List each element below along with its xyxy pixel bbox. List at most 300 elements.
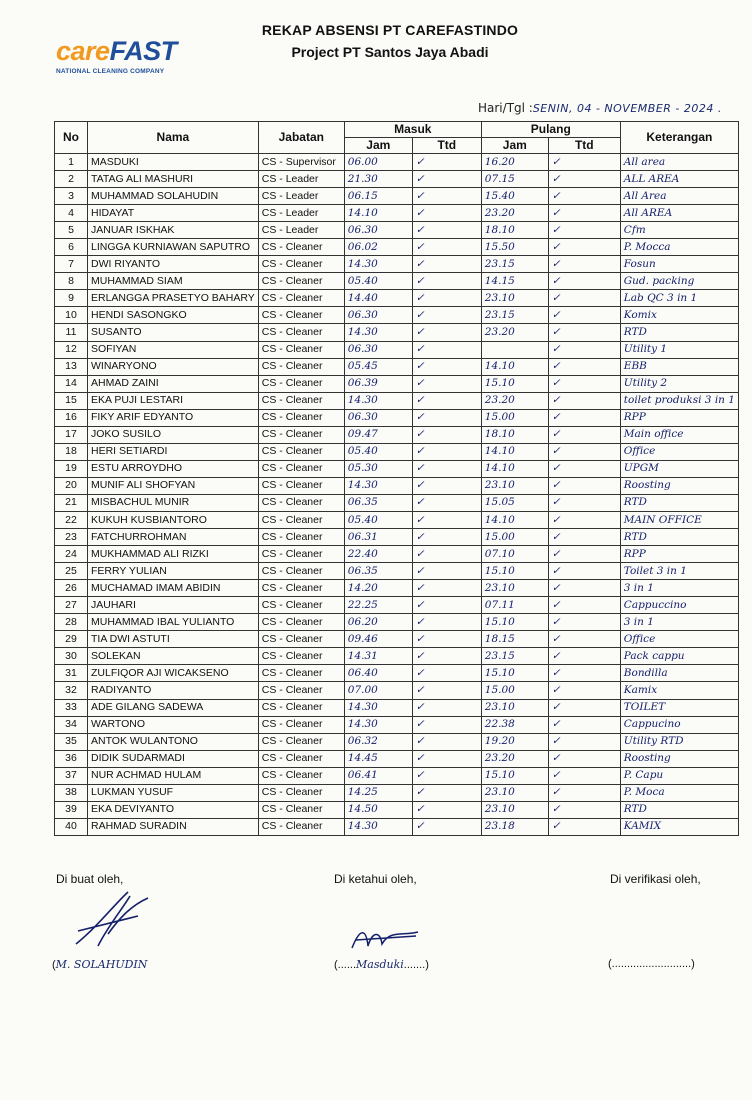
row-remarks: RPP (620, 546, 738, 563)
row-check-in-signature: ✓ (412, 529, 481, 546)
row-remarks: Gud. packing (620, 273, 738, 290)
row-check-in-signature: ✓ (412, 477, 481, 494)
table-row (55, 597, 739, 614)
row-check-in-time: 14.20 (344, 580, 412, 597)
row-no: 37 (55, 767, 88, 784)
row-position: CS - Cleaner (258, 665, 344, 682)
row-remarks: Cappuccino (620, 597, 738, 614)
row-position: CS - Cleaner (258, 750, 344, 767)
row-check-out-time: 23.20 (481, 392, 548, 409)
row-check-in-time: 14.45 (344, 750, 412, 767)
company-logo (56, 38, 196, 75)
row-check-in-signature: ✓ (412, 716, 481, 733)
table-row (55, 631, 739, 648)
row-check-in-signature: ✓ (412, 426, 481, 443)
row-no: 4 (55, 205, 88, 222)
row-check-in-time: 06.39 (344, 375, 412, 392)
row-check-in-signature: ✓ (412, 750, 481, 767)
table-row (55, 222, 739, 239)
col-pulang-jam: Jam (481, 138, 548, 154)
row-name: DWI RIYANTO (88, 256, 259, 273)
col-nama: Nama (88, 122, 259, 154)
row-check-out-time: 15.00 (481, 529, 548, 546)
row-remarks: Pack cappu (620, 648, 738, 665)
row-check-out-time: 23.15 (481, 256, 548, 273)
row-check-out-time: 23.10 (481, 580, 548, 597)
row-name: DIDIK SUDARMADI (88, 750, 259, 767)
row-check-in-signature: ✓ (412, 392, 481, 409)
row-check-in-time: 22.40 (344, 546, 412, 563)
row-no: 10 (55, 307, 88, 324)
row-name: AHMAD ZAINI (88, 375, 259, 392)
row-remarks: RTD (620, 529, 738, 546)
row-check-in-signature: ✓ (412, 358, 481, 375)
table-row (55, 733, 739, 750)
row-check-out-time: 18.15 (481, 631, 548, 648)
row-name: EKA DEVIYANTO (88, 801, 259, 818)
table-row (55, 154, 739, 171)
row-check-out-time: 15.05 (481, 494, 548, 511)
row-check-in-signature: ✓ (412, 443, 481, 460)
row-remarks: P. Mocca (620, 239, 738, 256)
row-check-out-signature: ✓ (548, 682, 620, 699)
logo-care: care (56, 36, 110, 66)
table-row (55, 358, 739, 375)
row-no: 1 (55, 154, 88, 171)
row-name: HERI SETIARDI (88, 443, 259, 460)
col-no: No (55, 122, 88, 154)
row-remarks: Office (620, 631, 738, 648)
row-check-out-time: 15.00 (481, 682, 548, 699)
row-check-out-signature: ✓ (548, 256, 620, 273)
row-check-out-signature: ✓ (548, 460, 620, 477)
row-check-out-signature: ✓ (548, 648, 620, 665)
row-check-in-time: 14.50 (344, 801, 412, 818)
row-no: 28 (55, 614, 88, 631)
row-no: 36 (55, 750, 88, 767)
row-name: MUHAMMAD SOLAHUDIN (88, 188, 259, 205)
row-name: FATCHURROHMAN (88, 529, 259, 546)
row-no: 20 (55, 477, 88, 494)
row-check-out-signature: ✓ (548, 597, 620, 614)
row-no: 34 (55, 716, 88, 733)
row-check-in-time: 09.47 (344, 426, 412, 443)
table-row (55, 188, 739, 205)
col-masuk-jam: Jam (344, 138, 412, 154)
row-remarks: Roosting (620, 477, 738, 494)
row-check-out-time: 23.15 (481, 307, 548, 324)
row-check-in-signature: ✓ (412, 375, 481, 392)
row-check-out-signature: ✓ (548, 409, 620, 426)
row-check-out-signature: ✓ (548, 750, 620, 767)
row-remarks: All AREA (620, 205, 738, 222)
row-check-out-signature: ✓ (548, 205, 620, 222)
table-row (55, 341, 739, 358)
table-row (55, 239, 739, 256)
row-no: 11 (55, 324, 88, 341)
row-check-in-signature: ✓ (412, 801, 481, 818)
table-row (55, 477, 739, 494)
row-no: 13 (55, 358, 88, 375)
row-check-in-time: 05.45 (344, 358, 412, 375)
acknowledged-by-signature (346, 918, 426, 958)
table-row (55, 273, 739, 290)
row-check-out-time: 18.10 (481, 222, 548, 239)
row-check-in-signature: ✓ (412, 614, 481, 631)
row-check-out-signature: ✓ (548, 443, 620, 460)
row-name: FIKY ARIF EDYANTO (88, 409, 259, 426)
row-no: 6 (55, 239, 88, 256)
row-check-out-time: 14.10 (481, 460, 548, 477)
row-name: HIDAYAT (88, 205, 259, 222)
row-name: SOFIYAN (88, 341, 259, 358)
row-check-in-time: 14.30 (344, 392, 412, 409)
row-check-in-signature: ✓ (412, 818, 481, 835)
row-name: ANTOK WULANTONO (88, 733, 259, 750)
row-name: KUKUH KUSBIANTORO (88, 511, 259, 528)
table-row (55, 801, 739, 818)
row-check-in-signature: ✓ (412, 767, 481, 784)
row-check-out-time: 15.40 (481, 188, 548, 205)
row-check-in-signature: ✓ (412, 460, 481, 477)
table-row (55, 171, 739, 188)
row-check-in-time: 05.40 (344, 511, 412, 528)
row-remarks: Komix (620, 307, 738, 324)
row-check-out-time: 23.10 (481, 477, 548, 494)
row-check-in-signature: ✓ (412, 580, 481, 597)
row-no: 35 (55, 733, 88, 750)
row-check-in-signature: ✓ (412, 222, 481, 239)
row-check-in-signature: ✓ (412, 563, 481, 580)
row-check-in-signature: ✓ (412, 733, 481, 750)
row-check-out-signature: ✓ (548, 665, 620, 682)
row-remarks: MAIN OFFICE (620, 511, 738, 528)
table-row (55, 529, 739, 546)
row-remarks: RTD (620, 324, 738, 341)
row-no: 23 (55, 529, 88, 546)
row-check-in-time: 06.02 (344, 239, 412, 256)
made-by-signature (68, 886, 158, 956)
row-no: 26 (55, 580, 88, 597)
row-position: CS - Supervisor (258, 154, 344, 171)
row-remarks: All Area (620, 188, 738, 205)
row-check-in-time: 06.20 (344, 614, 412, 631)
row-check-out-time: 14.10 (481, 443, 548, 460)
row-check-in-time: 14.40 (344, 290, 412, 307)
row-no: 18 (55, 443, 88, 460)
row-no: 3 (55, 188, 88, 205)
table-row (55, 460, 739, 477)
row-check-in-time: 06.35 (344, 563, 412, 580)
acknowledged-by-name: (......Masduki.......) (334, 958, 429, 971)
col-masuk-ttd: Ttd (412, 138, 481, 154)
table-row (55, 324, 739, 341)
table-row (55, 750, 739, 767)
table-row (55, 205, 739, 222)
row-position: CS - Cleaner (258, 273, 344, 290)
row-position: CS - Cleaner (258, 546, 344, 563)
row-check-out-time: 14.10 (481, 511, 548, 528)
row-check-out-signature: ✓ (548, 614, 620, 631)
row-check-in-signature: ✓ (412, 154, 481, 171)
col-pulang-ttd: Ttd (548, 138, 620, 154)
row-check-out-time: 23.15 (481, 648, 548, 665)
table-row (55, 546, 739, 563)
row-check-out-signature: ✓ (548, 188, 620, 205)
row-check-in-signature: ✓ (412, 648, 481, 665)
row-position: CS - Cleaner (258, 256, 344, 273)
row-no: 8 (55, 273, 88, 290)
table-row (55, 767, 739, 784)
row-check-in-time: 14.30 (344, 818, 412, 835)
row-name: HENDI SASONGKO (88, 307, 259, 324)
table-row (55, 392, 739, 409)
row-no: 9 (55, 290, 88, 307)
row-check-in-signature: ✓ (412, 341, 481, 358)
row-no: 30 (55, 648, 88, 665)
row-position: CS - Cleaner (258, 460, 344, 477)
row-check-in-time: 06.30 (344, 307, 412, 324)
table-row (55, 290, 739, 307)
row-check-in-time: 05.40 (344, 273, 412, 290)
row-remarks: Kamix (620, 682, 738, 699)
row-name: MUHAMMAD SIAM (88, 273, 259, 290)
row-no: 39 (55, 801, 88, 818)
row-no: 5 (55, 222, 88, 239)
row-check-out-signature: ✓ (548, 563, 620, 580)
verified-by-name: (..........................) (608, 958, 695, 970)
row-name: ZULFIQOR AJI WICAKSENO (88, 665, 259, 682)
row-name: ESTU ARROYDHO (88, 460, 259, 477)
row-check-in-time: 14.30 (344, 716, 412, 733)
row-check-in-signature: ✓ (412, 665, 481, 682)
row-no: 2 (55, 171, 88, 188)
table-row (55, 648, 739, 665)
row-name: RAHMAD SURADIN (88, 818, 259, 835)
row-no: 7 (55, 256, 88, 273)
row-check-out-signature: ✓ (548, 733, 620, 750)
table-row (55, 682, 739, 699)
attendance-rows (55, 154, 739, 836)
row-remarks: Utility RTD (620, 733, 738, 750)
row-check-in-time: 07.00 (344, 682, 412, 699)
row-check-out-signature: ✓ (548, 784, 620, 801)
row-no: 31 (55, 665, 88, 682)
row-check-out-signature: ✓ (548, 716, 620, 733)
row-position: CS - Cleaner (258, 597, 344, 614)
row-name: FERRY YULIAN (88, 563, 259, 580)
row-check-in-time: 09.46 (344, 631, 412, 648)
row-check-out-time: 14.10 (481, 358, 548, 375)
row-check-out-time: 23.20 (481, 324, 548, 341)
row-position: CS - Cleaner (258, 699, 344, 716)
row-check-out-signature: ✓ (548, 546, 620, 563)
row-remarks: RTD (620, 494, 738, 511)
row-check-in-time: 06.00 (344, 154, 412, 171)
row-check-out-time: 14.15 (481, 273, 548, 290)
row-no: 32 (55, 682, 88, 699)
row-remarks: Bondilla (620, 665, 738, 682)
table-row (55, 818, 739, 835)
table-row (55, 409, 739, 426)
row-remarks: UPGM (620, 460, 738, 477)
row-name: JOKO SUSILO (88, 426, 259, 443)
table-row (55, 665, 739, 682)
row-check-in-time: 06.30 (344, 222, 412, 239)
row-position: CS - Cleaner (258, 358, 344, 375)
row-check-out-signature: ✓ (548, 392, 620, 409)
row-remarks: ALL AREA (620, 171, 738, 188)
row-no: 21 (55, 494, 88, 511)
row-check-out-time: 23.10 (481, 801, 548, 818)
row-name: TIA DWI ASTUTI (88, 631, 259, 648)
row-position: CS - Cleaner (258, 767, 344, 784)
row-check-out-signature: ✓ (548, 273, 620, 290)
row-remarks: All area (620, 154, 738, 171)
row-check-out-signature: ✓ (548, 358, 620, 375)
row-check-in-time: 06.35 (344, 494, 412, 511)
row-check-out-time: 15.50 (481, 239, 548, 256)
row-check-in-signature: ✓ (412, 256, 481, 273)
row-check-in-signature: ✓ (412, 511, 481, 528)
row-check-in-signature: ✓ (412, 409, 481, 426)
logo-tagline: NATIONAL CLEANING COMPANY (56, 68, 165, 75)
made-by-name: (M. SOLAHUDIN (52, 958, 148, 971)
row-check-out-time: 15.10 (481, 665, 548, 682)
row-remarks: Roosting (620, 750, 738, 767)
row-check-out-time: 15.10 (481, 767, 548, 784)
document-subtitle: Project PT Santos Jaya Abadi (291, 44, 489, 60)
row-check-out-time: 23.20 (481, 205, 548, 222)
row-check-out-time: 23.20 (481, 750, 548, 767)
row-check-out-signature: ✓ (548, 171, 620, 188)
row-no: 38 (55, 784, 88, 801)
row-name: EKA PUJI LESTARI (88, 392, 259, 409)
row-position: CS - Leader (258, 171, 344, 188)
row-check-out-signature: ✓ (548, 222, 620, 239)
row-check-out-signature: ✓ (548, 818, 620, 835)
row-check-in-time: 14.30 (344, 256, 412, 273)
row-remarks: Utility 1 (620, 341, 738, 358)
row-check-out-time: 23.10 (481, 699, 548, 716)
row-check-in-signature: ✓ (412, 494, 481, 511)
row-position: CS - Cleaner (258, 290, 344, 307)
row-check-out-signature: ✓ (548, 477, 620, 494)
row-check-out-time: 19.20 (481, 733, 548, 750)
col-masuk: Masuk (344, 122, 481, 138)
row-check-out-signature: ✓ (548, 239, 620, 256)
row-position: CS - Cleaner (258, 477, 344, 494)
row-name: MUCHAMAD IMAM ABIDIN (88, 580, 259, 597)
row-check-out-signature: ✓ (548, 341, 620, 358)
row-no: 22 (55, 511, 88, 528)
row-name: MUHAMMAD IBAL YULIANTO (88, 614, 259, 631)
row-check-in-signature: ✓ (412, 205, 481, 222)
row-position: CS - Cleaner (258, 648, 344, 665)
row-check-out-signature: ✓ (548, 529, 620, 546)
row-check-out-time: 15.10 (481, 375, 548, 392)
row-check-in-time: 14.10 (344, 205, 412, 222)
row-no: 33 (55, 699, 88, 716)
row-check-in-time: 06.40 (344, 665, 412, 682)
row-position: CS - Cleaner (258, 341, 344, 358)
row-position: CS - Cleaner (258, 426, 344, 443)
row-check-in-signature: ✓ (412, 682, 481, 699)
row-remarks: Utility 2 (620, 375, 738, 392)
row-check-out-signature: ✓ (548, 631, 620, 648)
date-label: Hari/Tgl : (478, 101, 533, 115)
document-header (240, 22, 540, 60)
row-position: CS - Cleaner (258, 239, 344, 256)
row-position: CS - Cleaner (258, 631, 344, 648)
row-no: 25 (55, 563, 88, 580)
logo-fast: FAST (109, 36, 177, 66)
row-check-out-time: 16.20 (481, 154, 548, 171)
row-check-in-signature: ✓ (412, 324, 481, 341)
row-check-out-time: 07.15 (481, 171, 548, 188)
row-position: CS - Cleaner (258, 801, 344, 818)
row-remarks: 3 in 1 (620, 614, 738, 631)
row-name: ERLANGGA PRASETYO BAHARY (88, 290, 259, 307)
row-check-in-time: 14.30 (344, 477, 412, 494)
row-check-in-signature: ✓ (412, 784, 481, 801)
row-position: CS - Cleaner (258, 392, 344, 409)
date-line (478, 101, 722, 115)
row-position: CS - Cleaner (258, 324, 344, 341)
table-row (55, 443, 739, 460)
table-row (55, 580, 739, 597)
row-name: MUKHAMMAD ALI RIZKI (88, 546, 259, 563)
row-name: JANUAR ISKHAK (88, 222, 259, 239)
row-check-in-signature: ✓ (412, 188, 481, 205)
row-name: LINGGA KURNIAWAN SAPUTRO (88, 239, 259, 256)
row-no: 24 (55, 546, 88, 563)
row-position: CS - Cleaner (258, 614, 344, 631)
row-no: 19 (55, 460, 88, 477)
row-no: 29 (55, 631, 88, 648)
row-remarks: RPP (620, 409, 738, 426)
attendance-table (54, 121, 739, 836)
row-remarks: TOILET (620, 699, 738, 716)
row-remarks: RTD (620, 801, 738, 818)
row-name: SUSANTO (88, 324, 259, 341)
table-row (55, 716, 739, 733)
row-check-in-time: 14.31 (344, 648, 412, 665)
row-name: NUR ACHMAD HULAM (88, 767, 259, 784)
row-check-in-time: 14.30 (344, 324, 412, 341)
row-check-out-time (481, 341, 548, 358)
row-check-in-signature: ✓ (412, 597, 481, 614)
row-remarks: Main office (620, 426, 738, 443)
col-pulang: Pulang (481, 122, 620, 138)
row-position: CS - Cleaner (258, 716, 344, 733)
row-position: CS - Leader (258, 205, 344, 222)
row-check-in-time: 05.40 (344, 443, 412, 460)
row-check-in-time: 06.15 (344, 188, 412, 205)
table-row (55, 494, 739, 511)
row-check-in-time: 14.25 (344, 784, 412, 801)
acknowledged-by-label: Di ketahui oleh, (334, 872, 417, 886)
row-check-in-signature: ✓ (412, 699, 481, 716)
row-check-in-time: 06.30 (344, 409, 412, 426)
row-remarks: Cappucino (620, 716, 738, 733)
row-position: CS - Cleaner (258, 733, 344, 750)
row-check-in-time: 14.30 (344, 699, 412, 716)
table-row (55, 563, 739, 580)
row-no: 15 (55, 392, 88, 409)
row-check-out-time: 15.10 (481, 614, 548, 631)
row-check-out-time: 15.10 (481, 563, 548, 580)
